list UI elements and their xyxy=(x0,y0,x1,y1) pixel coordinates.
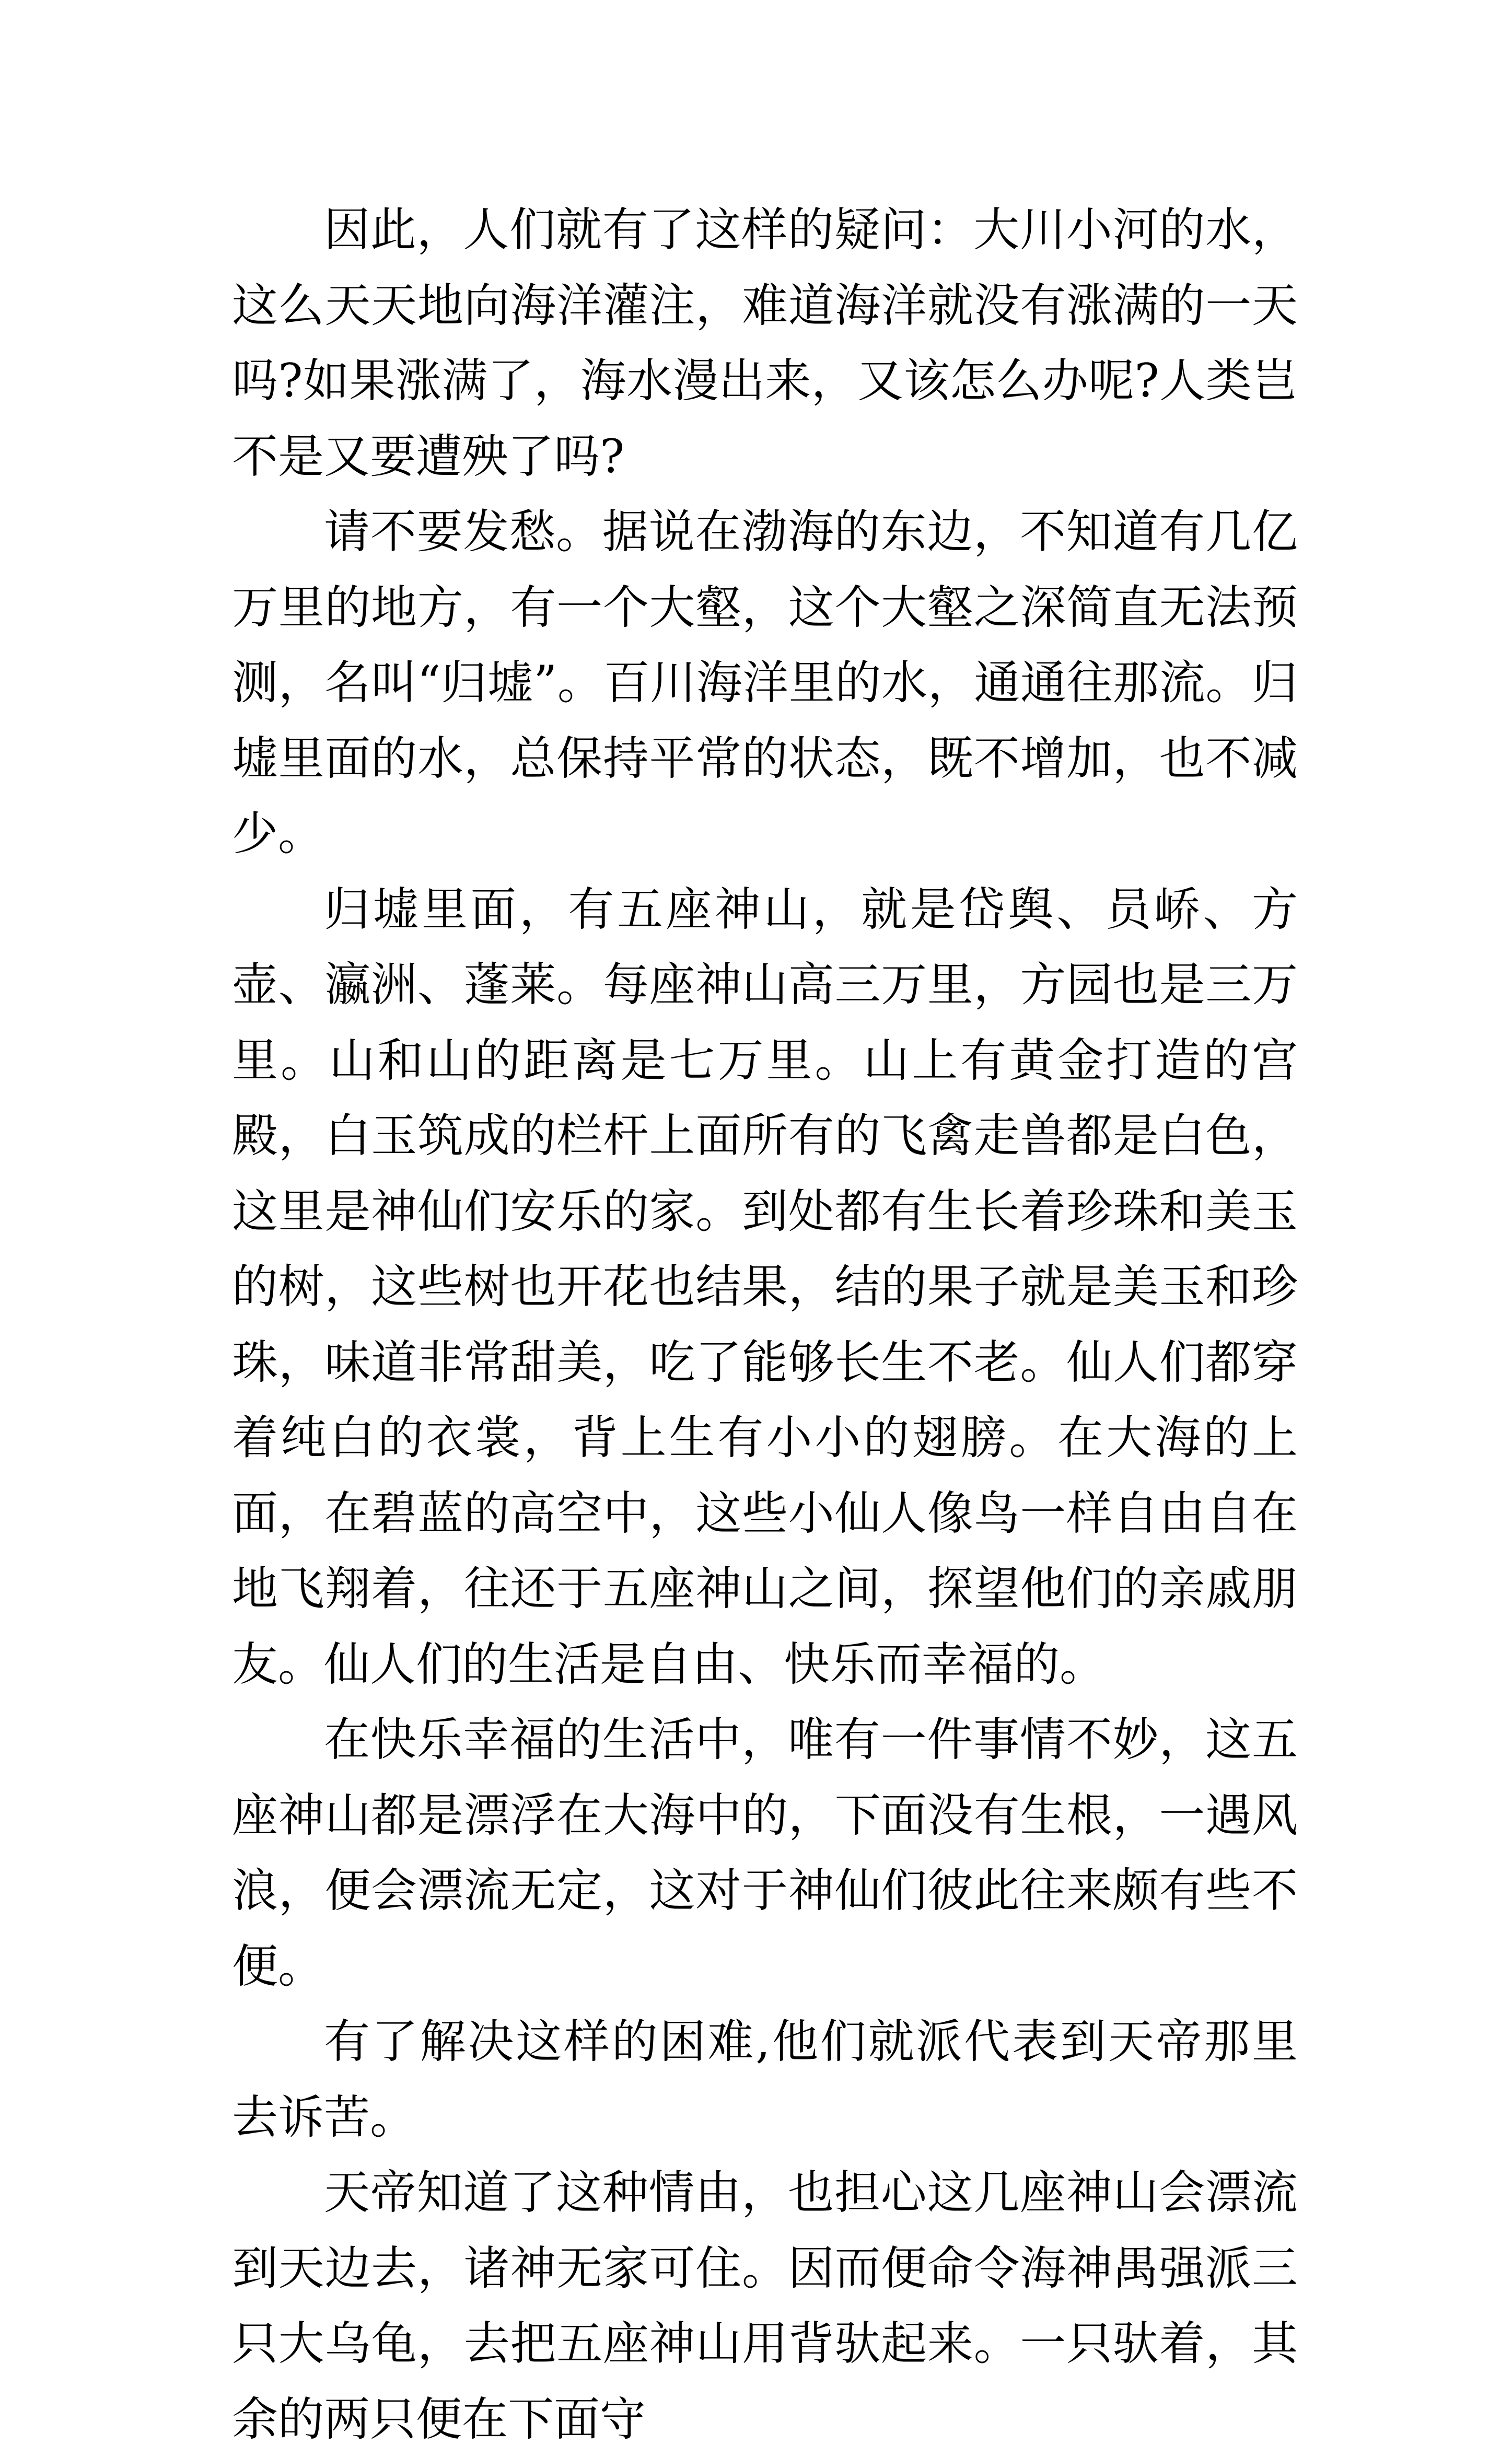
paragraph-3: 归墟里面，有五座神山，就是岱舆、员峤、方壶、瀛洲、蓬莱。每座神山高三万里，方园也是三万里。山和山的距离是七万里。山上有黄金打造的宫殿，白玉筑成的栏杆上面所有的飞禽走兽都是白色，这里是神仙们安乐的家。到处都有生长着珍珠和美玉的树，这些树也开花也结果，结的果子就是美玉和珍珠，味道非常甜美，吃了能够长生不老。仙人们都穿着纯白的衣裳，背上生有小小的翅膀。在大海的上面，在碧蓝的高空中，这些小仙人像鸟一样自由自在地飞翔着，往还于五座神山之间，探望他们的亲戚朋友。仙人们的生活是自由、快乐而幸福的。 xyxy=(232,882,1298,1691)
paragraph-4: 在快乐幸福的生活中，唯有一件事情不妙，这五座神山都是漂浮在大海中的，下面没有生根，一遇风浪，便会漂流无定，这对于神仙们彼此往来颇有些不便。 xyxy=(232,1713,1298,1993)
paragraph-6: 天帝知道了这种情由，也担心这几座神山会漂流到天边去，诸神无家可住。因而便命令海神禺强派三只大乌龟，去把五座神山用背驮起来。一只驮着，其余的两只便在下面守 xyxy=(232,2165,1298,2446)
paragraph-1: 因此，人们就有了这样的疑问：大川小河的水，这么天天地向海洋灌注，难道海洋就没有涨满的一天吗?如果涨满了，海水漫出来，又该怎么办呢?人类岂不是又要遭殃了吗? xyxy=(232,203,1298,483)
paragraph-2: 请不要发愁。据说在渤海的东边，不知道有几亿万里的地方，有一个大壑，这个大壑之深简直无法预测，名叫“归墟”。百川海洋里的水，通通往那流。归墟里面的水，总保持平常的状态，既不增加，也不减少。 xyxy=(232,505,1298,860)
body-text xyxy=(232,192,1298,2457)
paragraph-5: 有了解决这样的困难,他们就派代表到天帝那里去诉苦。 xyxy=(232,2014,1298,2144)
